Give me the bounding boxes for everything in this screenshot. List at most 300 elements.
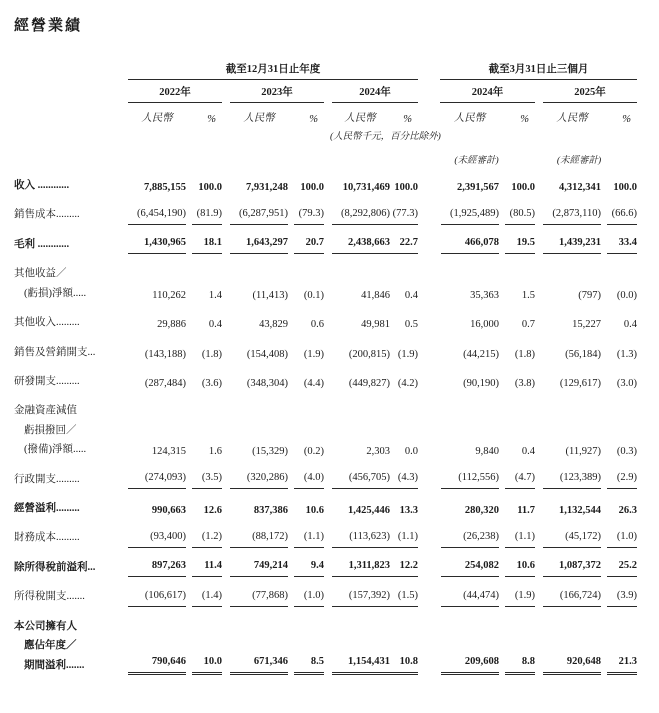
percent-value-cell xyxy=(288,607,324,675)
rmb-value-cell xyxy=(535,489,601,518)
row-label xyxy=(14,518,120,547)
cell-value: 897,263 xyxy=(128,559,186,577)
rmb-value-cell xyxy=(535,362,601,391)
cell-value: (0.0) xyxy=(616,289,638,301)
rmb-value-cell xyxy=(120,362,186,391)
cell-value: 0.4 xyxy=(623,319,638,331)
cell-value: 2,438,663 xyxy=(332,236,390,254)
cell-value: (3.5) xyxy=(192,471,222,489)
percent-header: % xyxy=(207,114,216,125)
table-row-operating-profit xyxy=(14,489,637,518)
cell-value: 20.7 xyxy=(294,236,324,254)
cell-value: 10.6 xyxy=(505,559,535,577)
cell-value: 837,386 xyxy=(253,505,288,517)
percent-value-cell xyxy=(288,518,324,547)
rmb-value-cell xyxy=(324,577,388,606)
percent-value-cell xyxy=(288,489,324,518)
row-label-line: 其他收益／ xyxy=(14,268,67,280)
row-label xyxy=(14,362,120,391)
row-label xyxy=(14,391,120,459)
rmb-value-cell xyxy=(324,303,388,332)
cell-value: 124,315 xyxy=(151,446,186,458)
rmb-value-cell xyxy=(222,303,288,332)
percent-value-cell xyxy=(288,362,324,391)
rmb-value-cell xyxy=(535,391,601,459)
cell-value: 2,303 xyxy=(366,446,390,458)
cell-value: (80.5) xyxy=(505,207,535,225)
rmb-value-cell xyxy=(324,333,388,362)
gap-cell xyxy=(418,61,432,80)
cell-value: 4,312,341 xyxy=(559,182,602,194)
row-label-line: 行政開支......... xyxy=(14,473,80,485)
cell-value: (11,927) xyxy=(565,446,602,458)
cell-value: 100.0 xyxy=(198,182,222,194)
rmb-value-cell xyxy=(535,254,601,303)
year-header-row xyxy=(14,80,637,103)
cell-value: 7,931,248 xyxy=(246,182,288,194)
table-row-rd-expenses xyxy=(14,362,637,391)
cell-value: 0.6 xyxy=(310,319,324,331)
row-label-line: (虧損)淨額..... xyxy=(24,287,87,299)
percent-value-cell xyxy=(499,166,535,195)
row-label xyxy=(14,195,120,224)
cell-value: (4.2) xyxy=(397,378,419,390)
table-row-finance-costs xyxy=(14,518,637,547)
cell-value: 0.4 xyxy=(208,319,222,331)
cell-value: 11.4 xyxy=(192,559,222,577)
year-header-2022: 2022年 xyxy=(120,80,222,103)
unit-header-row xyxy=(14,103,637,125)
cell-value: (0.2) xyxy=(303,446,324,458)
rmb-value-cell xyxy=(120,254,186,303)
gap-cell xyxy=(418,142,432,166)
empty-cell xyxy=(535,125,637,142)
empty-cell xyxy=(14,125,120,142)
rmb-value-cell xyxy=(120,333,186,362)
rmb-value-cell xyxy=(432,391,499,459)
percent-value-cell xyxy=(388,195,418,224)
empty-cell xyxy=(14,61,120,80)
cell-value: 790,646 xyxy=(128,655,186,675)
cell-value: (1.3) xyxy=(616,348,638,360)
rmb-value-cell xyxy=(432,460,499,489)
cell-value: 19.5 xyxy=(505,236,535,254)
empty-cell xyxy=(222,125,324,142)
rmb-value-cell xyxy=(120,577,186,606)
cell-value: (1.8) xyxy=(201,348,222,360)
cell-value: (1.9) xyxy=(397,348,419,360)
percent-value-cell xyxy=(288,195,324,224)
cell-value: 49,981 xyxy=(361,319,390,331)
cell-value: (0.1) xyxy=(303,289,324,301)
row-label-line: 虧損撥回／ xyxy=(24,424,77,436)
cell-value: (8,292,806) xyxy=(332,207,390,225)
cell-value: 280,320 xyxy=(464,505,500,517)
cell-value: (456,705) xyxy=(332,471,390,489)
units-note-row xyxy=(14,125,637,142)
cell-value: 10.6 xyxy=(305,505,324,517)
empty-cell xyxy=(14,80,120,103)
cell-value: (113,623) xyxy=(332,530,390,548)
cell-value: (1.5) xyxy=(388,589,418,607)
cell-value: 1.4 xyxy=(208,289,222,301)
percent-value-cell xyxy=(186,195,222,224)
cell-value: 100.0 xyxy=(613,182,638,194)
row-label xyxy=(14,577,120,606)
percent-value-cell xyxy=(186,166,222,195)
rmb-value-cell xyxy=(535,518,601,547)
gap-cell xyxy=(418,577,432,606)
cell-value: (157,392) xyxy=(332,589,390,607)
unaudited-note-q1-2024: (未經審計) xyxy=(454,156,499,166)
row-label-line: 經營溢利......... xyxy=(14,503,80,515)
row-label-line: 本公司擁有人 xyxy=(14,620,77,632)
row-label xyxy=(14,607,120,675)
cell-value: 16,000 xyxy=(470,319,500,331)
year-header-q1-2024: 2024年 xyxy=(432,80,535,103)
cell-value: 110,262 xyxy=(152,289,186,301)
empty-cell xyxy=(432,125,535,142)
cell-value: 7,885,155 xyxy=(144,182,186,194)
rmb-value-cell xyxy=(324,391,388,459)
percent-value-cell xyxy=(499,391,535,459)
cell-value: 10.8 xyxy=(388,655,418,675)
rmb-value-cell xyxy=(222,460,288,489)
cell-value: (449,827) xyxy=(348,378,390,390)
row-label-line: 金融資產減值 xyxy=(14,405,77,417)
percent-value-cell xyxy=(186,303,222,332)
cell-value: (44,215) xyxy=(463,348,500,360)
results-table-body xyxy=(14,166,637,675)
cell-value: 12.6 xyxy=(203,505,222,517)
percent-value-cell xyxy=(601,254,637,303)
rmb-value-cell xyxy=(432,489,499,518)
cell-value: 8.8 xyxy=(505,655,535,675)
row-label-line: 研發開支......... xyxy=(14,375,80,387)
percent-value-cell xyxy=(186,577,222,606)
cell-value: 100.0 xyxy=(511,182,536,194)
cell-value: (3.0) xyxy=(616,378,638,390)
rmb-value-cell xyxy=(222,254,288,303)
unaudited-note-row xyxy=(14,142,637,166)
percent-value-cell xyxy=(499,195,535,224)
cell-value: 100.0 xyxy=(394,182,419,194)
year-header-2024: 2024年 xyxy=(324,80,418,103)
cell-value: (11,413) xyxy=(252,289,288,301)
percent-header: % xyxy=(309,114,318,125)
rmb-value-cell xyxy=(120,225,186,254)
percent-value-cell xyxy=(288,225,324,254)
rmb-value-cell xyxy=(432,195,499,224)
percent-value-cell xyxy=(499,362,535,391)
row-label-line: (撥備)淨額..... xyxy=(24,444,87,456)
cell-value: (1.2) xyxy=(192,530,222,548)
annual-period-label: 截至12月31日止年度 xyxy=(128,61,418,80)
cell-value: 100.0 xyxy=(300,182,324,194)
cell-value: (1.9) xyxy=(303,348,324,360)
cell-value: (6,454,190) xyxy=(128,207,186,225)
cell-value: 21.3 xyxy=(607,655,637,675)
cell-value: 254,082 xyxy=(441,559,499,577)
table-row-administrative-expenses xyxy=(14,460,637,489)
percent-value-cell xyxy=(288,548,324,577)
percent-value-cell xyxy=(601,460,637,489)
page-title: 經營業績 xyxy=(14,18,83,34)
cell-value: 43,829 xyxy=(259,319,288,331)
percent-value-cell xyxy=(186,460,222,489)
rmb-value-cell xyxy=(222,195,288,224)
table-row-profit-before-income-tax xyxy=(14,548,637,577)
rmb-value-cell xyxy=(535,225,601,254)
percent-value-cell xyxy=(601,303,637,332)
cell-value: 1,439,231 xyxy=(543,236,601,254)
rmb-value-cell xyxy=(535,607,601,675)
rmb-value-cell xyxy=(535,460,601,489)
rmb-value-cell xyxy=(432,607,499,675)
cell-value: 671,346 xyxy=(230,655,288,675)
rmb-value-cell xyxy=(222,166,288,195)
rmb-value-cell xyxy=(324,548,388,577)
table-row-income-tax-expense xyxy=(14,577,637,606)
rmb-value-cell xyxy=(432,303,499,332)
rmb-value-cell xyxy=(535,333,601,362)
period-group-header-row xyxy=(14,61,637,80)
row-label xyxy=(14,548,120,577)
cell-value: (45,172) xyxy=(543,530,601,548)
cell-value: (1.1) xyxy=(505,530,535,548)
rmb-value-cell xyxy=(120,195,186,224)
rmb-value-cell xyxy=(222,577,288,606)
rmb-value-cell xyxy=(432,577,499,606)
rmb-value-cell xyxy=(535,166,601,195)
rmb-value-cell xyxy=(324,195,388,224)
percent-value-cell xyxy=(186,254,222,303)
percent-value-cell xyxy=(601,195,637,224)
percent-header: % xyxy=(403,114,413,125)
cell-value: (2,873,110) xyxy=(543,207,601,225)
percent-value-cell xyxy=(388,548,418,577)
empty-cell xyxy=(120,142,418,166)
table-row-gross-profit xyxy=(14,225,637,254)
cell-value: 9,840 xyxy=(475,446,500,458)
cell-value: 0.4 xyxy=(521,446,536,458)
cell-value: 9.4 xyxy=(294,559,324,577)
cell-value: (1.9) xyxy=(505,589,535,607)
row-label-line: 所得稅開支....... xyxy=(14,591,85,603)
row-label-line: 應佔年度／ xyxy=(24,640,77,652)
percent-value-cell xyxy=(388,225,418,254)
rmb-value-cell xyxy=(324,607,388,675)
rmb-value-cell xyxy=(222,518,288,547)
cell-value: (88,172) xyxy=(230,530,288,548)
cell-value: 18.1 xyxy=(192,236,222,254)
cell-value: (200,815) xyxy=(348,348,390,360)
cell-value: 10,731,469 xyxy=(342,182,390,194)
cell-value: 41,846 xyxy=(361,289,390,301)
rmb-value-cell xyxy=(120,391,186,459)
cell-value: (93,400) xyxy=(128,530,186,548)
cell-value: (26,238) xyxy=(441,530,499,548)
table-row-impairment-reversal-provision-net xyxy=(14,391,637,459)
cell-value: 29,886 xyxy=(157,319,186,331)
cell-value: 1,643,297 xyxy=(230,236,288,254)
percent-value-cell xyxy=(388,489,418,518)
rmb-value-cell xyxy=(222,333,288,362)
cell-value: 22.7 xyxy=(388,236,418,254)
units-note: (人民幣千元，百分比除外) xyxy=(330,132,441,142)
percent-header: % xyxy=(520,114,530,125)
gap-cell xyxy=(418,518,432,547)
table-row-selling-marketing-expenses xyxy=(14,333,637,362)
cell-value: 13.3 xyxy=(399,505,419,517)
rmb-value-cell xyxy=(324,254,388,303)
cell-value: (6,287,951) xyxy=(230,207,288,225)
row-label xyxy=(14,254,120,303)
gap-cell xyxy=(418,333,432,362)
percent-value-cell xyxy=(499,254,535,303)
percent-value-cell xyxy=(499,548,535,577)
rmb-value-cell xyxy=(432,225,499,254)
percent-value-cell xyxy=(601,489,637,518)
percent-value-cell xyxy=(288,577,324,606)
cell-value: (1.0) xyxy=(294,589,324,607)
cell-value: (1.0) xyxy=(607,530,637,548)
percent-value-cell xyxy=(186,391,222,459)
row-label-line: 期間溢利....... xyxy=(24,659,85,671)
percent-value-cell xyxy=(601,333,637,362)
cell-value: 26.3 xyxy=(618,505,638,517)
percent-value-cell xyxy=(388,518,418,547)
gap-cell xyxy=(418,303,432,332)
year-header-q1-2025: 2025年 xyxy=(535,80,637,103)
cell-value: (3.6) xyxy=(201,378,222,390)
rmb-value-cell xyxy=(222,225,288,254)
row-label-line: 銷售成本......... xyxy=(14,209,80,221)
cell-value: (81.9) xyxy=(192,207,222,225)
rmb-value-cell xyxy=(120,460,186,489)
table-row-other-income xyxy=(14,303,637,332)
percent-value-cell xyxy=(499,303,535,332)
cell-value: 1,430,965 xyxy=(128,236,186,254)
cell-value: (166,724) xyxy=(543,589,601,607)
gap-cell xyxy=(418,225,432,254)
currency-header: 人民幣 xyxy=(141,113,173,124)
rmb-value-cell xyxy=(432,548,499,577)
table-row-revenue xyxy=(14,166,637,195)
year-header-2023: 2023年 xyxy=(222,80,324,103)
cell-value: (4.0) xyxy=(294,471,324,489)
percent-value-cell xyxy=(499,518,535,547)
percent-value-cell xyxy=(186,489,222,518)
rmb-value-cell xyxy=(222,391,288,459)
cell-value: 8.5 xyxy=(294,655,324,675)
rmb-value-cell xyxy=(535,303,601,332)
cell-value: (287,484) xyxy=(144,378,186,390)
percent-value-cell xyxy=(388,362,418,391)
cell-value: (4.3) xyxy=(388,471,418,489)
gap-cell xyxy=(418,254,432,303)
rmb-value-cell xyxy=(222,362,288,391)
cell-value: (4.4) xyxy=(303,378,324,390)
currency-header: 人民幣 xyxy=(453,113,486,124)
row-label xyxy=(14,460,120,489)
cell-value: 1,087,372 xyxy=(543,559,601,577)
row-label xyxy=(14,333,120,362)
percent-value-cell xyxy=(388,254,418,303)
cell-value: (154,408) xyxy=(246,348,288,360)
cell-value: (274,093) xyxy=(128,471,186,489)
rmb-value-cell xyxy=(222,548,288,577)
row-label xyxy=(14,489,120,518)
cell-value: 749,214 xyxy=(230,559,288,577)
percent-value-cell xyxy=(288,460,324,489)
cell-value: 11.7 xyxy=(517,505,536,517)
cell-value: (90,190) xyxy=(463,378,500,390)
cell-value: 1,425,446 xyxy=(348,505,390,517)
cell-value: 0.0 xyxy=(404,446,419,458)
row-label-line: 財務成本......... xyxy=(14,532,80,544)
percent-value-cell xyxy=(388,577,418,606)
gap-cell xyxy=(418,489,432,518)
percent-value-cell xyxy=(288,166,324,195)
gap-cell xyxy=(418,362,432,391)
cell-value: (79.3) xyxy=(294,207,324,225)
cell-value: (3.9) xyxy=(607,589,637,607)
gap-cell xyxy=(418,607,432,675)
rmb-value-cell xyxy=(120,303,186,332)
percent-value-cell xyxy=(288,254,324,303)
percent-value-cell xyxy=(288,333,324,362)
cell-value: (3.8) xyxy=(514,378,536,390)
currency-header: 人民幣 xyxy=(344,113,376,124)
percent-value-cell xyxy=(186,518,222,547)
rmb-value-cell xyxy=(222,489,288,518)
cell-value: (56,184) xyxy=(565,348,602,360)
operating-results-table xyxy=(14,61,637,675)
rmb-value-cell xyxy=(120,607,186,675)
cell-value: (77,868) xyxy=(230,589,288,607)
percent-value-cell xyxy=(499,489,535,518)
percent-value-cell xyxy=(388,460,418,489)
currency-header: 人民幣 xyxy=(243,113,275,124)
row-label-line: 毛利 ............ xyxy=(14,238,70,250)
cell-value: 35,363 xyxy=(470,289,500,301)
cell-value: (1.1) xyxy=(294,530,324,548)
cell-value: 1.6 xyxy=(208,446,222,458)
cell-value: 1,154,431 xyxy=(332,655,390,675)
percent-header: % xyxy=(622,114,632,125)
cell-value: 12.2 xyxy=(388,559,418,577)
cell-value: (797) xyxy=(578,289,602,301)
percent-value-cell xyxy=(388,391,418,459)
percent-value-cell xyxy=(388,607,418,675)
cell-value: (66.6) xyxy=(607,207,637,225)
empty-cell xyxy=(14,103,120,125)
cell-value: (0.3) xyxy=(616,446,638,458)
cell-value: 0.4 xyxy=(404,289,419,301)
percent-value-cell xyxy=(388,303,418,332)
rmb-value-cell xyxy=(432,333,499,362)
gap-cell xyxy=(418,548,432,577)
row-label-line: 其他收入......... xyxy=(14,317,80,329)
cell-value: 2,391,567 xyxy=(457,182,500,194)
unaudited-note-q1-2025: (未經審計) xyxy=(556,156,602,166)
row-label xyxy=(14,166,120,195)
cell-value: 920,648 xyxy=(543,655,601,675)
annual-period-header xyxy=(120,61,418,80)
rmb-value-cell xyxy=(324,489,388,518)
table-row-profit-attributable-to-owners xyxy=(14,607,637,675)
